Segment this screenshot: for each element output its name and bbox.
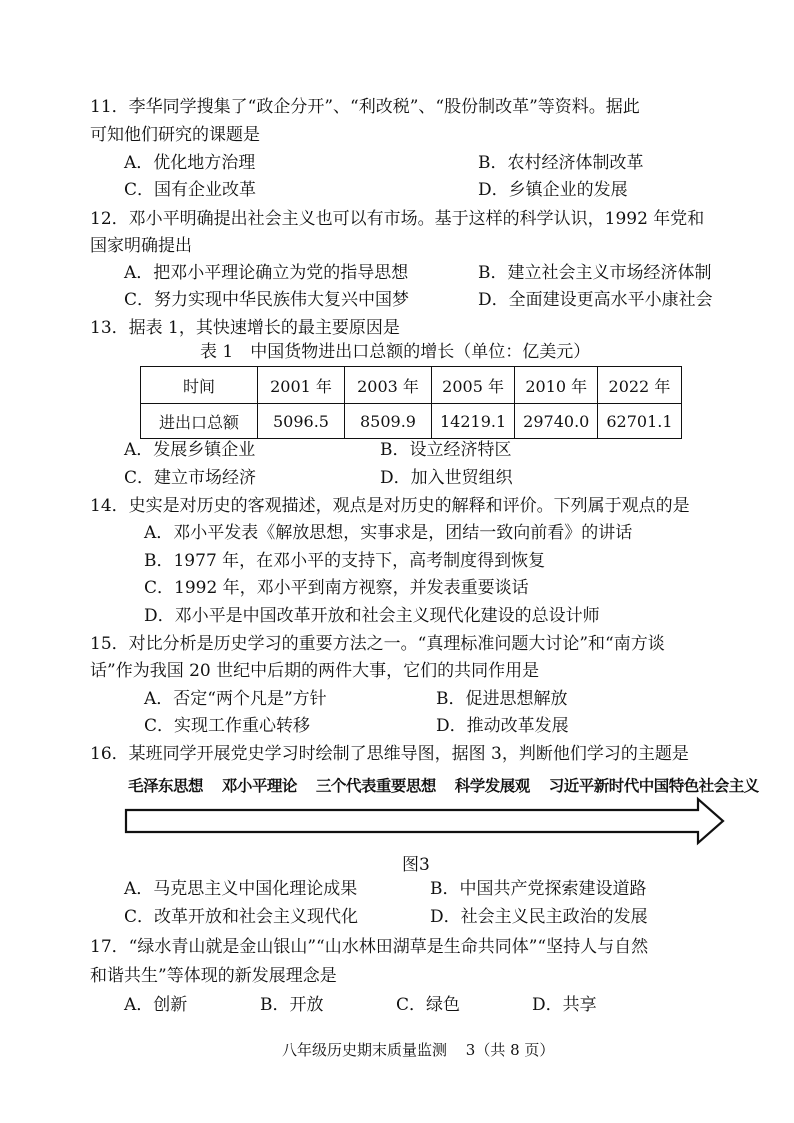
mindmap-item: 习近平新时代中国特色社会主义: [548, 777, 759, 795]
q11-stem-line1: 11．李华同学搜集了“政企分开”、“利改税”、“股份制改革”等资料。据此: [90, 97, 640, 117]
table-header-cell: 2022 年: [598, 367, 681, 404]
timeline-arrow-icon: [124, 796, 726, 846]
q17-option-a: A．创新: [124, 995, 188, 1015]
q17-option-b: B．开放: [260, 995, 324, 1015]
q14-option-d: D．邓小平是中国改革开放和社会主义现代化建设的总设计师: [144, 606, 600, 626]
q15-option-c: C．实现工作重心转移: [144, 716, 311, 736]
figure-label: 图3: [402, 855, 430, 875]
table-header-cell: 2001 年: [258, 367, 345, 404]
q12-option-a: A．把邓小平理论确立为党的指导思想: [124, 263, 409, 283]
mindmap-item: 毛泽东思想: [128, 777, 204, 795]
table-caption: 表 1 中国货物进出口总额的增长（单位：亿美元）: [200, 342, 591, 362]
q16-stem: 16．某班同学开展党史学习时绘制了思维导图，据图 3，判断他们学习的主题是: [90, 744, 689, 764]
q15-option-a: A．否定“两个凡是”方针: [144, 689, 327, 709]
table-cell: 62701.1: [598, 404, 681, 439]
page-footer: [282, 1039, 568, 1060]
q16-option-c: C．改革开放和社会主义现代化: [124, 907, 359, 927]
q17-stem-line1: 17．“绿水青山就是金山银山”“山水林田湖草是生命共同体”“坚持人与自然: [90, 937, 649, 957]
table-header-row: [141, 367, 682, 404]
table-cell: 8509.9: [345, 404, 432, 439]
table-cell: 5096.5: [258, 404, 345, 439]
q16-option-a: A．马克思主义中国化理论成果: [124, 879, 358, 899]
q15-option-b: B．促进思想解放: [436, 689, 568, 709]
q12-stem-line2: 国家明确提出: [90, 236, 192, 256]
q12-option-b: B．建立社会主义市场经济体制: [478, 263, 712, 283]
q11-option-b: B．农村经济体制改革: [478, 153, 644, 173]
table-header-cell: 2003 年: [345, 367, 432, 404]
table-header-cell: 2010 年: [515, 367, 598, 404]
footer-exam-title: 八年级历史期末质量监测: [282, 1041, 448, 1059]
q12-option-c: C．努力实现中华民族伟大复兴中国梦: [124, 290, 410, 310]
table-row-label: 进出口总额: [141, 404, 258, 439]
q13-option-b: B．设立经济特区: [380, 440, 512, 460]
q12-stem-line1: 12．邓小平明确提出社会主义也可以有市场。基于这样的科学认识，1992 年党和: [90, 209, 705, 229]
table-header-cell: 2005 年: [432, 367, 515, 404]
q11-stem-line2: 可知他们研究的课题是: [90, 125, 260, 145]
mindmap-labels: [128, 774, 773, 796]
q11-option-d: D．乡镇企业的发展: [478, 180, 628, 200]
table-cell: 29740.0: [515, 404, 598, 439]
q14-option-a: A．邓小平发表《解放思想，实事求是，团结一致向前看》的讲话: [144, 523, 633, 543]
table-header-cell: 时间: [141, 367, 258, 404]
q14-option-b: B．1977 年，在邓小平的支持下，高考制度得到恢复: [144, 551, 546, 571]
q13-option-d: D．加入世贸组织: [380, 468, 513, 488]
q17-stem-line2: 和谐共生”等体现的新发展理念是: [90, 966, 337, 986]
mindmap-item: 邓小平理论: [221, 777, 297, 795]
table-cell: 14219.1: [432, 404, 515, 439]
q11-option-a: A．优化地方治理: [124, 153, 256, 173]
q14-stem: 14．史实是对历史的客观描述，观点是对历史的解释和评价。下列属于观点的是: [90, 496, 690, 516]
export-import-table: [140, 366, 682, 439]
q15-stem-line2: 话”作为我国 20 世纪中后期的两件大事，它们的共同作用是: [90, 661, 540, 681]
q13-option-c: C．建立市场经济: [124, 468, 257, 488]
mindmap-item: 科学发展观: [454, 777, 530, 795]
q17-option-c: C．绿色: [396, 995, 461, 1015]
q17-option-d: D．共享: [532, 995, 597, 1015]
q13-option-a: A．发展乡镇企业: [124, 440, 256, 460]
table-row: [141, 404, 682, 439]
q16-option-b: B．中国共产党探索建设道路: [430, 879, 647, 899]
q11-option-c: C．国有企业改革: [124, 180, 257, 200]
mindmap-item: 三个代表重要思想: [315, 777, 436, 795]
q15-option-d: D．推动改革发展: [436, 716, 569, 736]
q13-stem: 13．据表 1，其快速增长的最主要原因是: [90, 318, 400, 338]
q12-option-d: D．全面建设更高水平小康社会: [478, 290, 713, 310]
q14-option-c: C．1992 年，邓小平到南方视察，并发表重要谈话: [144, 578, 529, 598]
footer-page-number: 3（共 8 页）: [465, 1041, 555, 1059]
q16-option-d: D．社会主义民主政治的发展: [430, 907, 648, 927]
q15-stem-line1: 15．对比分析是历史学习的重要方法之一。“真理标准问题大讨论”和“南方谈: [90, 634, 665, 654]
